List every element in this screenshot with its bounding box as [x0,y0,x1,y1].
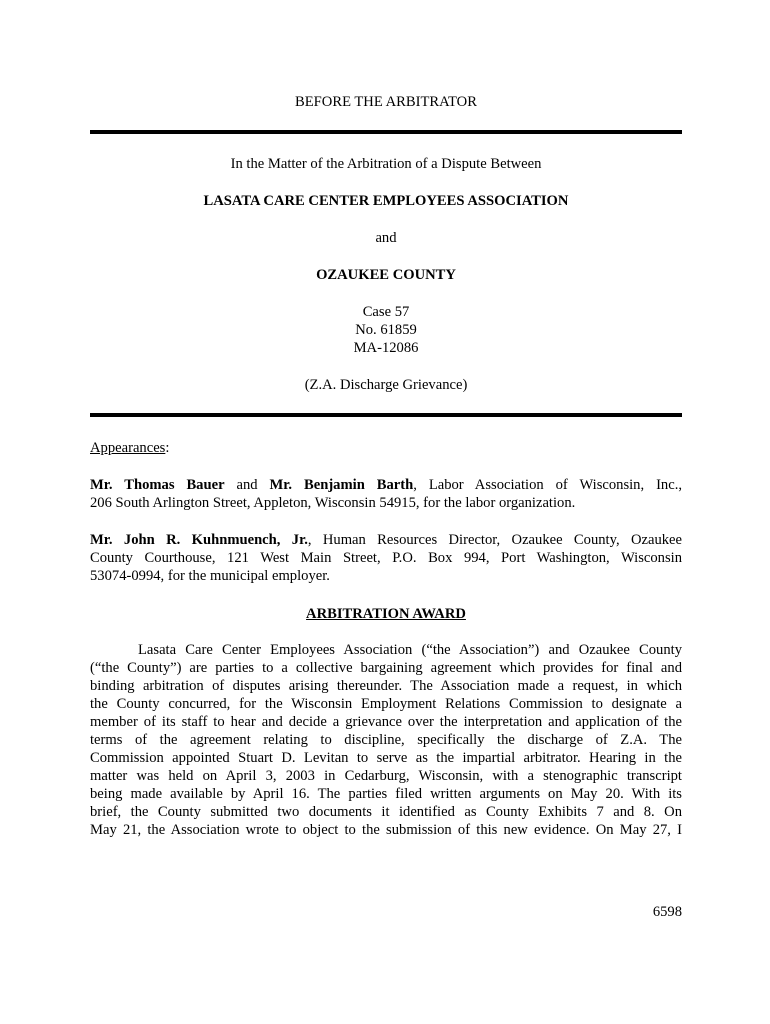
award-paragraph-line: Commission appointed Stuart D. Levitan to serve as the impartial arbitrator. Hearing in the [90,750,682,766]
union-line1-rest: , Labor Association of Wisconsin, Inc., [413,477,682,493]
employer-line1-rest: , Human Resources Director, Ozaukee County, Ozaukee [307,532,682,548]
header-title: BEFORE THE ARBITRATOR [295,94,477,110]
award-paragraph-line: Lasata Care Center Employees Association (“the Association”) and Ozaukee County [138,642,682,658]
employer-appearance-line1 [90,532,682,549]
party-association: LASATA CARE CENTER EMPLOYEES ASSOCIATION [203,193,569,209]
award-paragraph-line: brief, the County submitted two documents it identified as County Exhibits 7 and 8. On [90,804,682,820]
union-appearance-line2: 206 South Arlington Street, Appleton, Wisconsin 54915, for the labor organization. [90,495,576,511]
case-number: Case 57 [362,304,410,320]
appearances-heading [90,440,682,457]
union-appearance-line1 [90,477,682,494]
award-paragraph-line: member of its staff to hear and decide a grievance over the interpretation and application of the [90,714,682,730]
bottom-divider [90,413,682,417]
award-paragraph-line: being made available by April 16. The parties filed written arguments on May 20. With its [90,786,682,802]
union-and: and [224,477,270,493]
appearances-heading-text: Appearances [90,440,166,456]
docket-number: No. 61859 [355,322,417,338]
employer-appearance-line3: 53074-0994, for the municipal employer. [90,568,330,584]
ma-number: MA-12086 [353,340,419,356]
award-paragraph-line: matter was held on April 3, 2003 in Cedarburg, Wisconsin, with a stenographic transcript [90,768,682,784]
award-paragraph-line: binding arbitration of disputes arising thereunder. The Association made a request, in which [90,678,682,694]
top-divider [90,130,682,134]
award-paragraph-line: the County concurred, for the Wisconsin Employment Relations Commission to designate a [90,696,682,712]
employer-rep: Mr. John R. Kuhnmuench, Jr. [90,532,308,548]
appearances-colon: : [165,440,170,456]
award-paragraph-line: May 21, the Association wrote to object to the submission of this new evidence. On May 27, I [90,822,682,838]
union-rep-2: Mr. Benjamin Barth [269,477,414,493]
award-paragraph-line: terms of the agreement relating to discipline, specifically the discharge of Z.A. The [90,732,682,748]
matter-line: In the Matter of the Arbitration of a Dispute Between [230,156,542,172]
union-rep-1: Mr. Thomas Bauer [90,477,225,493]
employer-appearance-line2: County Courthouse, 121 West Main Street, P.O. Box 994, Port Washington, Wisconsin [90,550,682,566]
award-heading: ARBITRATION AWARD [306,606,466,622]
grievance-title: (Z.A. Discharge Grievance) [304,377,468,393]
page-number: 6598 [652,904,682,920]
party-county: OZAUKEE COUNTY [316,267,456,283]
award-paragraph-line: (“the County”) are parties to a collective bargaining agreement which provides for final and [90,660,682,676]
and-connector: and [375,230,397,246]
